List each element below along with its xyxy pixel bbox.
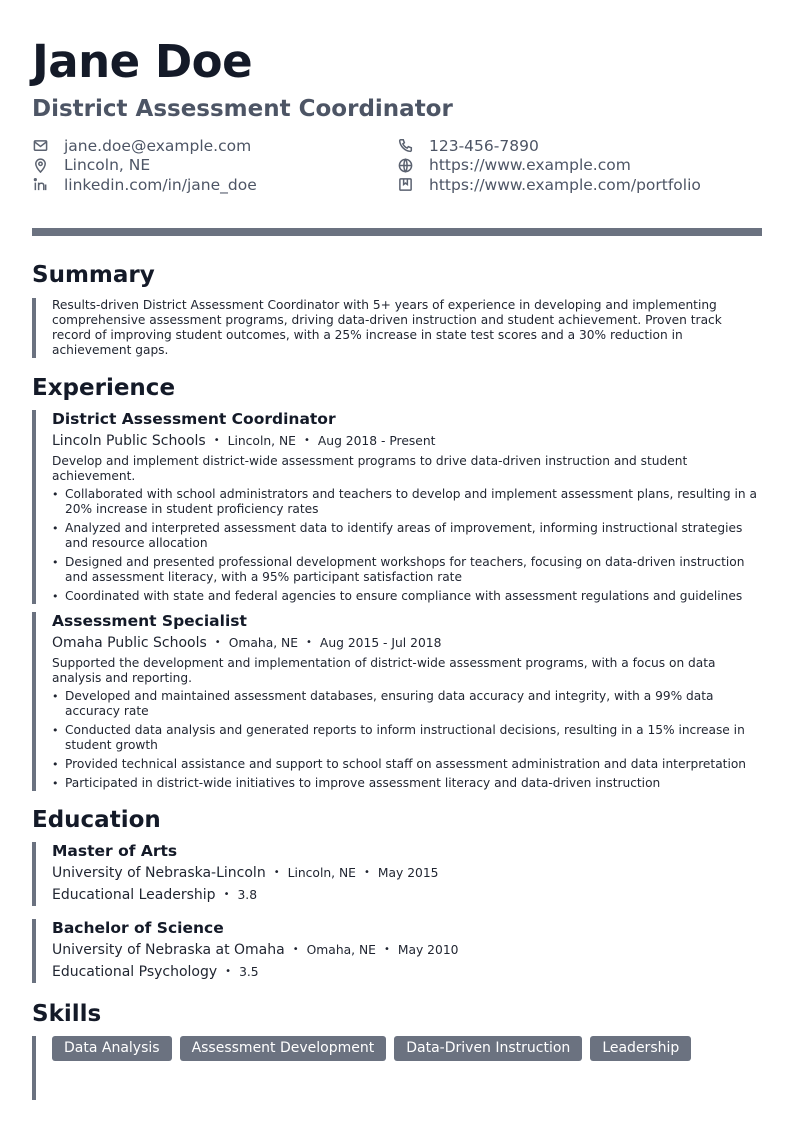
- education-field-row: [52, 886, 762, 904]
- job-organization: Omaha Public Schools: [52, 634, 207, 651]
- job-description: Develop and implement district-wide assessment programs to drive data-driven instruction and student achievement.: [52, 453, 688, 483]
- education-entry: [32, 842, 762, 906]
- contact-location: [32, 156, 397, 176]
- skills-block: [32, 1036, 762, 1100]
- gpa: 3.5: [239, 964, 259, 979]
- summary-block: [32, 298, 762, 358]
- contact-email[interactable]: [32, 136, 397, 156]
- school-location: Omaha, NE: [306, 942, 376, 957]
- job-dates: Aug 2018 - Present: [317, 433, 436, 448]
- summary-text: Results-driven District Assessment Coordinator with 5+ years of experience in developing and implementing comprehensive assessment programs, driving data-driven instruction and student achievement. Proven track record of improving student outcomes, with a 25% increase in state test scores and a 30% reduction in achievement gaps.: [52, 297, 722, 357]
- contact-text: https://www.example.com/portfolio: [429, 175, 701, 194]
- education-entry: [32, 919, 762, 983]
- job-title: District Assessment Coordinator: [52, 409, 336, 428]
- job-entry: [32, 410, 762, 604]
- globe-icon: [397, 157, 413, 173]
- mail-icon: [32, 138, 48, 154]
- separator-dot: •: [214, 636, 221, 648]
- separator-dot: •: [306, 636, 312, 648]
- separator-dot: •: [273, 866, 280, 878]
- school-location: Lincoln, NE: [287, 865, 356, 880]
- separator-dot: •: [213, 434, 220, 446]
- separator-dot: •: [225, 965, 232, 977]
- contact-linkedin[interactable]: [32, 175, 397, 195]
- job-meta: [52, 634, 762, 652]
- separator-dot: •: [303, 434, 310, 446]
- contact-list: [32, 136, 762, 195]
- degree: Bachelor of Science: [52, 918, 224, 937]
- list-item: • Designed and presented professional development workshops for teachers, focusing on data-driven instruction and assessment literacy, with a 95% participant satisfaction rate: [52, 555, 762, 585]
- separator-dot: •: [292, 943, 299, 955]
- job-title: Assessment Specialist: [52, 611, 247, 630]
- education-section: [32, 805, 762, 983]
- contact-text: linkedin.com/in/jane_doe: [64, 175, 257, 194]
- separator-dot: •: [223, 888, 230, 900]
- separator-dot: •: [383, 943, 390, 955]
- skills-list: [52, 1036, 762, 1061]
- resume-page: [32, 36, 762, 1100]
- list-item: • Coordinated with state and federal agencies to ensure compliance with assessment regulations and guidelines: [52, 589, 762, 604]
- education-meta: [52, 864, 762, 882]
- education-meta: [52, 941, 762, 959]
- job-location: Omaha, NE: [228, 635, 299, 650]
- job-bullets: [52, 487, 762, 604]
- contact-text: 123-456-7890: [429, 136, 539, 155]
- linkedin-icon: [32, 177, 48, 193]
- field-of-study: Educational Leadership: [52, 886, 216, 903]
- skill-tag: Assessment Development: [180, 1036, 387, 1061]
- list-item: • Developed and maintained assessment databases, ensuring data accuracy and integrity, with a 99% data accuracy rate: [52, 689, 762, 719]
- graduation-date: May 2010: [397, 942, 459, 957]
- skill-tag: Data-Driven Instruction: [394, 1036, 582, 1061]
- job-description: Supported the development and implementation of district-wide assessment programs, with a focus on data analysis and reporting.: [52, 655, 716, 685]
- education-field-row: [52, 963, 762, 981]
- phone-icon: [397, 138, 413, 154]
- job-entry: [32, 612, 762, 791]
- list-item: • Analyzed and interpreted assessment data to identify areas of improvement, informing instructional strategies and resource allocation: [52, 521, 762, 551]
- bookmark-icon: [397, 177, 413, 193]
- separator-dot: •: [363, 866, 370, 878]
- contact-portfolio[interactable]: [397, 175, 762, 195]
- contact-phone[interactable]: [397, 136, 762, 156]
- section-heading: Experience: [32, 374, 176, 401]
- summary-section: [32, 260, 762, 358]
- job-bullets: [52, 689, 762, 791]
- field-of-study: Educational Psychology: [52, 963, 218, 980]
- gpa: 3.8: [237, 887, 258, 902]
- job-organization: Lincoln Public Schools: [52, 432, 206, 449]
- list-item: • Conducted data analysis and generated reports to inform instructional decisions, resulting in a 15% increase in student growth: [52, 723, 762, 753]
- candidate-name: Jane Doe: [32, 35, 253, 88]
- experience-section: [32, 373, 762, 791]
- school: University of Nebraska-Lincoln: [52, 864, 266, 881]
- graduation-date: May 2015: [377, 865, 439, 880]
- list-item: • Participated in district-wide initiatives to improve assessment literacy and data-driven instruction: [52, 776, 762, 791]
- location-icon: [32, 157, 48, 173]
- section-heading: Education: [32, 806, 161, 833]
- contact-website[interactable]: [397, 156, 762, 176]
- skill-tag: Data Analysis: [52, 1036, 172, 1061]
- candidate-title: District Assessment Coordinator: [32, 96, 453, 122]
- job-meta: [52, 432, 762, 450]
- list-item: • Collaborated with school administrators and teachers to develop and implement assessment plans, resulting in a 20% increase in student proficiency rates: [52, 487, 762, 517]
- skills-section: [32, 999, 762, 1100]
- school: University of Nebraska at Omaha: [52, 941, 285, 958]
- job-dates: Aug 2015 - Jul 2018: [319, 635, 442, 650]
- header-divider: [32, 228, 762, 236]
- list-item: • Provided technical assistance and support to school staff on assessment administration and data interpretation: [52, 757, 762, 772]
- contact-text: jane.doe@example.com: [64, 136, 252, 155]
- contact-text: Lincoln, NE: [64, 156, 151, 175]
- section-heading: Summary: [32, 261, 155, 288]
- job-location: Lincoln, NE: [227, 433, 296, 448]
- contact-text: https://www.example.com: [429, 156, 631, 175]
- degree: Master of Arts: [52, 841, 178, 860]
- section-heading: Skills: [32, 1000, 102, 1027]
- skill-tag: Leadership: [590, 1036, 691, 1061]
